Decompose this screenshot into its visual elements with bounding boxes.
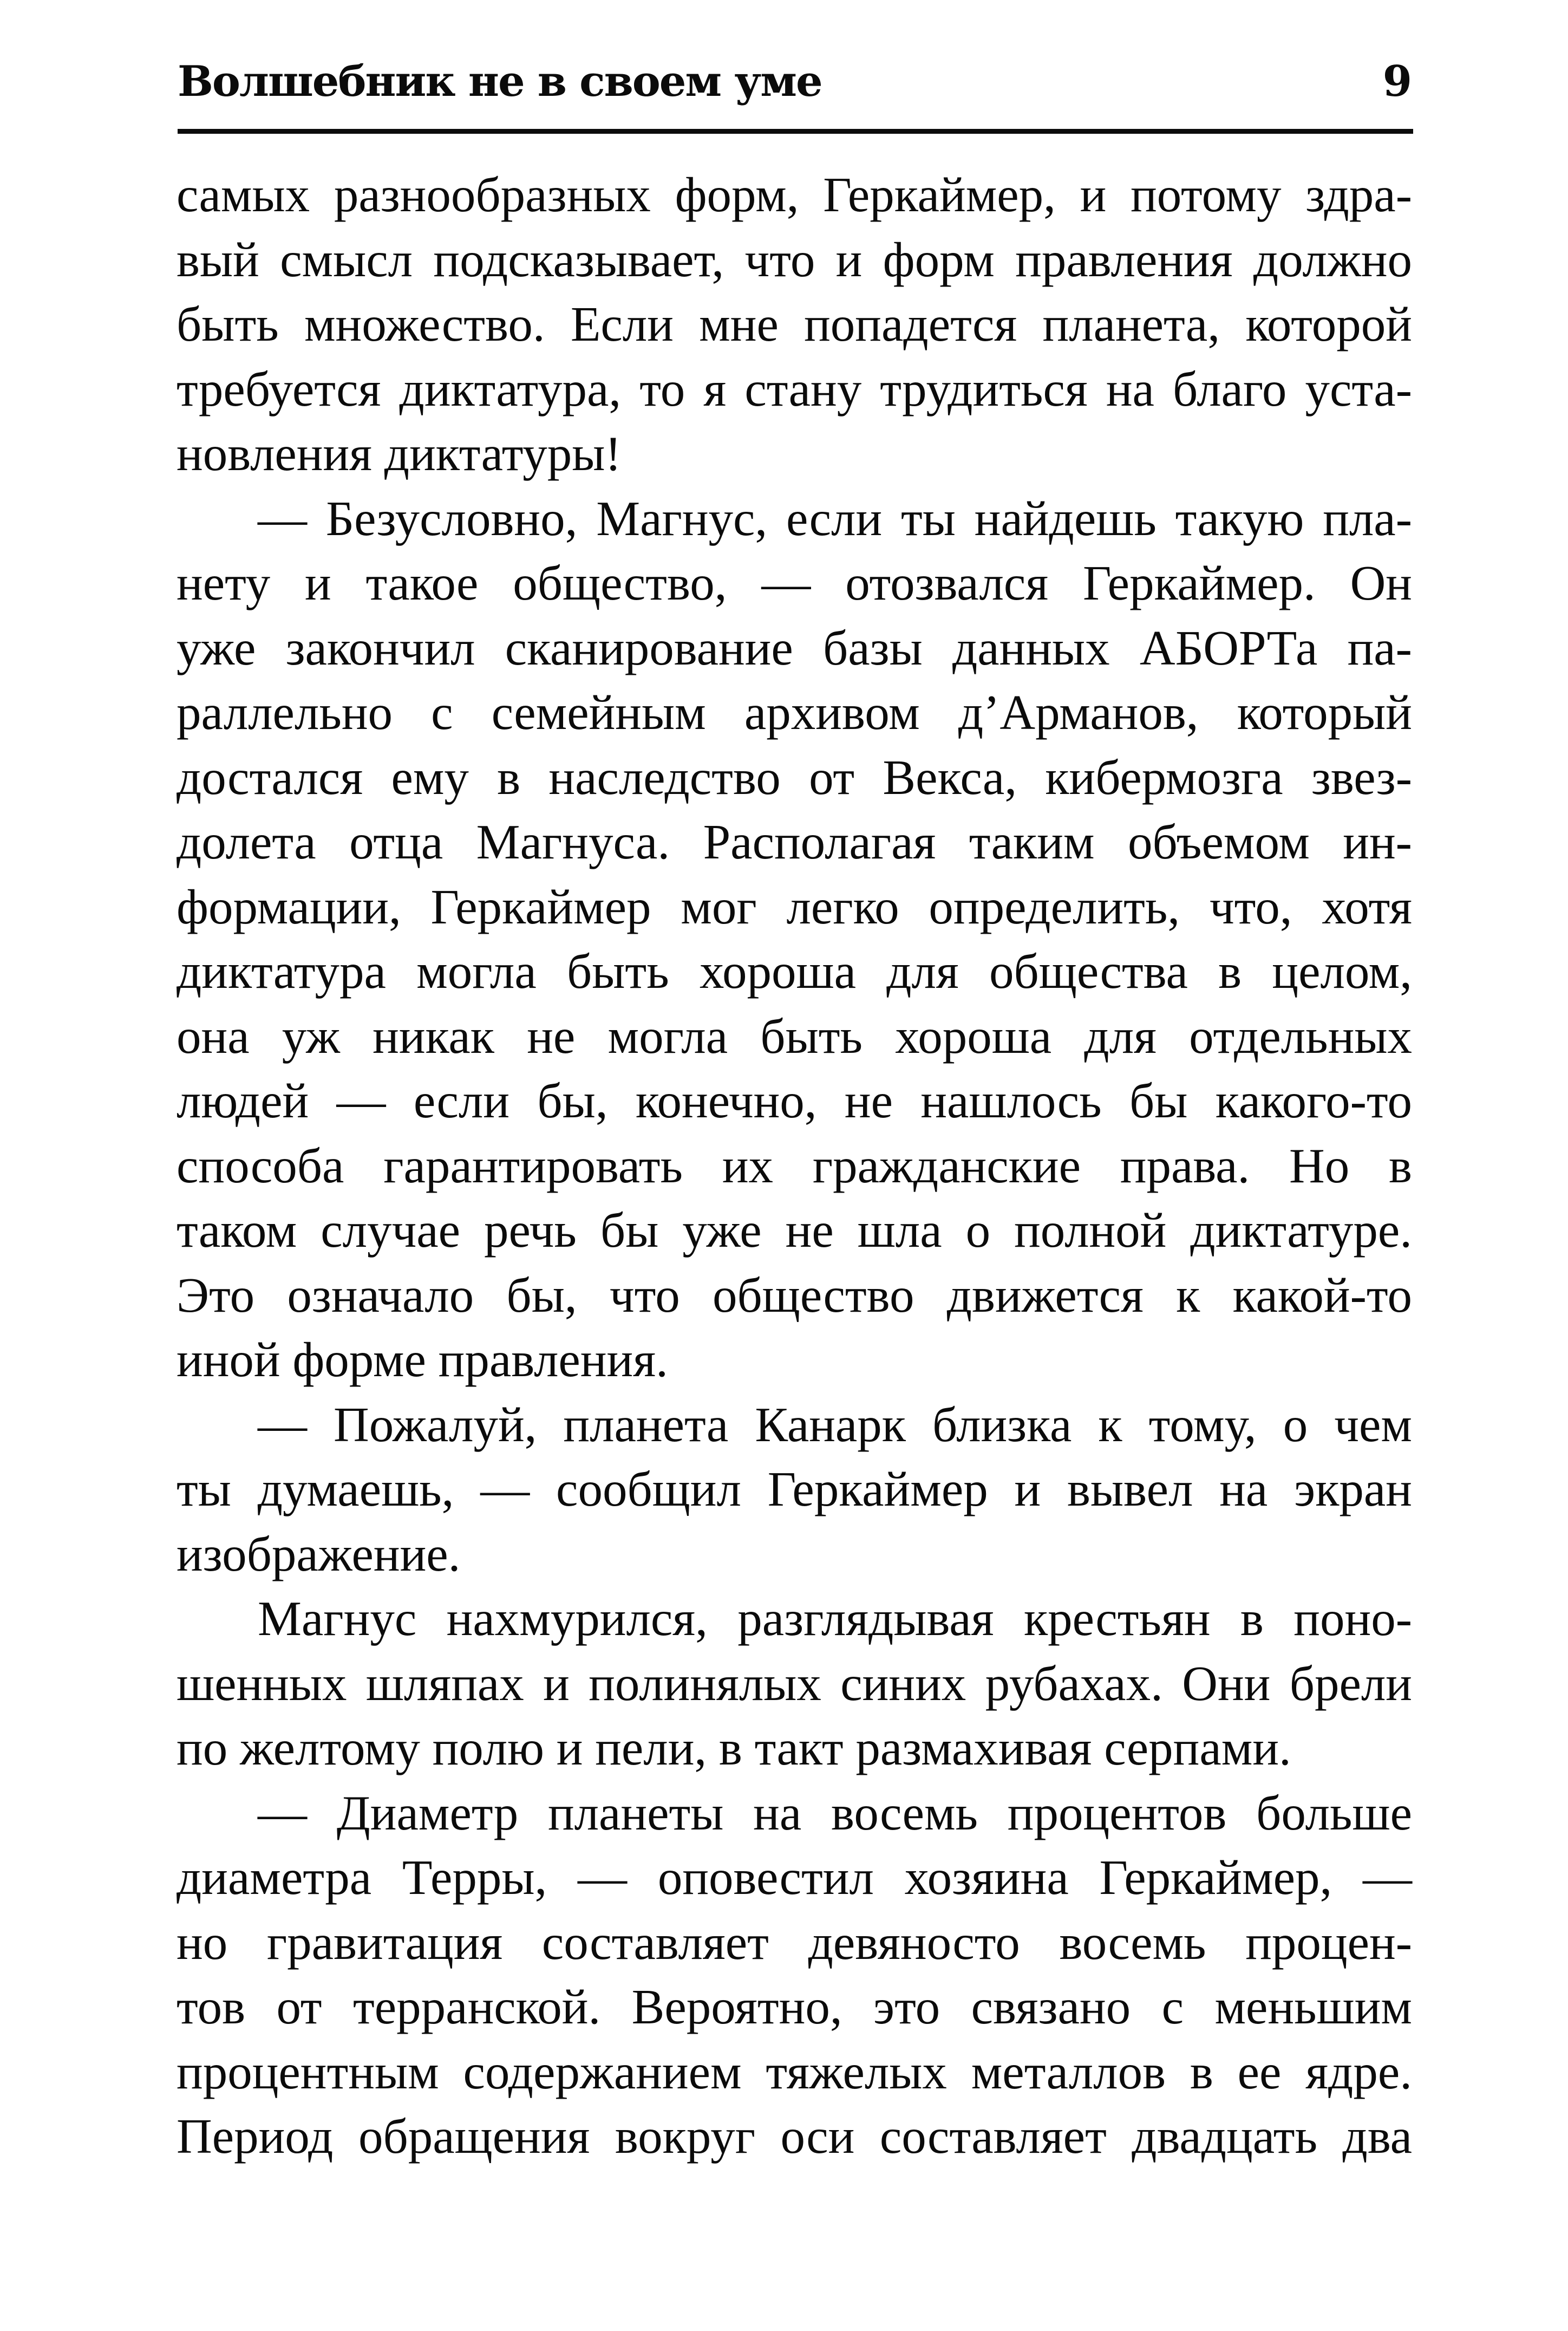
text-line: долета отца Магнуса. Располагая таким объемом ин- bbox=[177, 815, 1412, 869]
text-line: по желтому полю и пели, в такт размахивая серпами. bbox=[177, 1721, 1291, 1775]
text-line: — Пожалуй, планета Канарк близка к тому, о чем bbox=[258, 1397, 1412, 1452]
text-line: ты думаешь, — сообщил Геркаймер и вывел на экран bbox=[177, 1462, 1412, 1516]
text-line: процентным содержанием тяжелых металлов в ее ядре. bbox=[177, 2044, 1412, 2099]
text-line: изображение. bbox=[177, 1526, 461, 1581]
text-line: людей — если бы, конечно, не нашлось бы какого-то bbox=[177, 1073, 1412, 1128]
text-line: иной форме правления. bbox=[177, 1332, 668, 1387]
text-line: достался ему в наследство от Векса, кибермозга звез- bbox=[177, 750, 1412, 805]
text-line: новления диктатуры! bbox=[177, 426, 622, 481]
text-line: — Безусловно, Магнус, если ты найдешь такую пла- bbox=[258, 491, 1412, 546]
running-header bbox=[178, 51, 1412, 122]
text-line: быть множество. Если мне попадется планета, которой bbox=[177, 297, 1412, 351]
text-line: способа гарантировать их гражданские права. Но в bbox=[177, 1138, 1412, 1193]
text-line: Период обращения вокруг оси составляет двадцать два bbox=[177, 2109, 1412, 2164]
text-line: шенных шляпах и полинялых синих рубахах. Они брели bbox=[177, 1656, 1412, 1711]
text-line: тов от терранской. Вероятно, это связано с меньшим bbox=[177, 1980, 1412, 2034]
text-line: уже закончил сканирование базы данных АБОРТа па- bbox=[177, 620, 1412, 675]
text-line: Это означало бы, что общество движется к какой-то bbox=[177, 1267, 1412, 1323]
text-line: таком случае речь бы уже не шла о полной диктатуре. bbox=[177, 1203, 1412, 1258]
text-line: вый смысл подсказывает, что и форм правления должно bbox=[177, 232, 1412, 287]
page-number: 9 bbox=[1382, 57, 1412, 106]
header-rule bbox=[178, 129, 1413, 134]
text-line: нету и такое общество, — отозвался Геркаймер. Он bbox=[177, 556, 1412, 610]
text-line: диктатура могла быть хороша для общества в целом, bbox=[177, 944, 1412, 999]
text-line: диаметра Терры, — оповестил хозяина Геркаймер, — bbox=[177, 1850, 1412, 1905]
text-line: она уж никак не могла быть хороша для отдельных bbox=[177, 1008, 1412, 1064]
text-line: раллельно с семейным архивом д’Арманов, который bbox=[177, 685, 1412, 740]
running-title: Волшебник не в своем уме bbox=[178, 57, 822, 106]
text-line: но гравитация составляет девяносто восемь процен- bbox=[177, 1915, 1412, 1970]
body-text bbox=[177, 162, 1412, 2169]
text-line: самых разнообразных форм, Геркаймер, и потому здра- bbox=[177, 167, 1412, 222]
text-line: Магнус нахмурился, разглядывая крестьян в поно- bbox=[258, 1591, 1412, 1646]
text-line: — Диаметр планеты на восемь процентов больше bbox=[258, 1785, 1412, 1840]
text-line: формации, Геркаймер мог легко определить, что, хотя bbox=[177, 879, 1412, 934]
text-line: требуется диктатура, то я стану трудиться на благо уста- bbox=[177, 361, 1412, 416]
